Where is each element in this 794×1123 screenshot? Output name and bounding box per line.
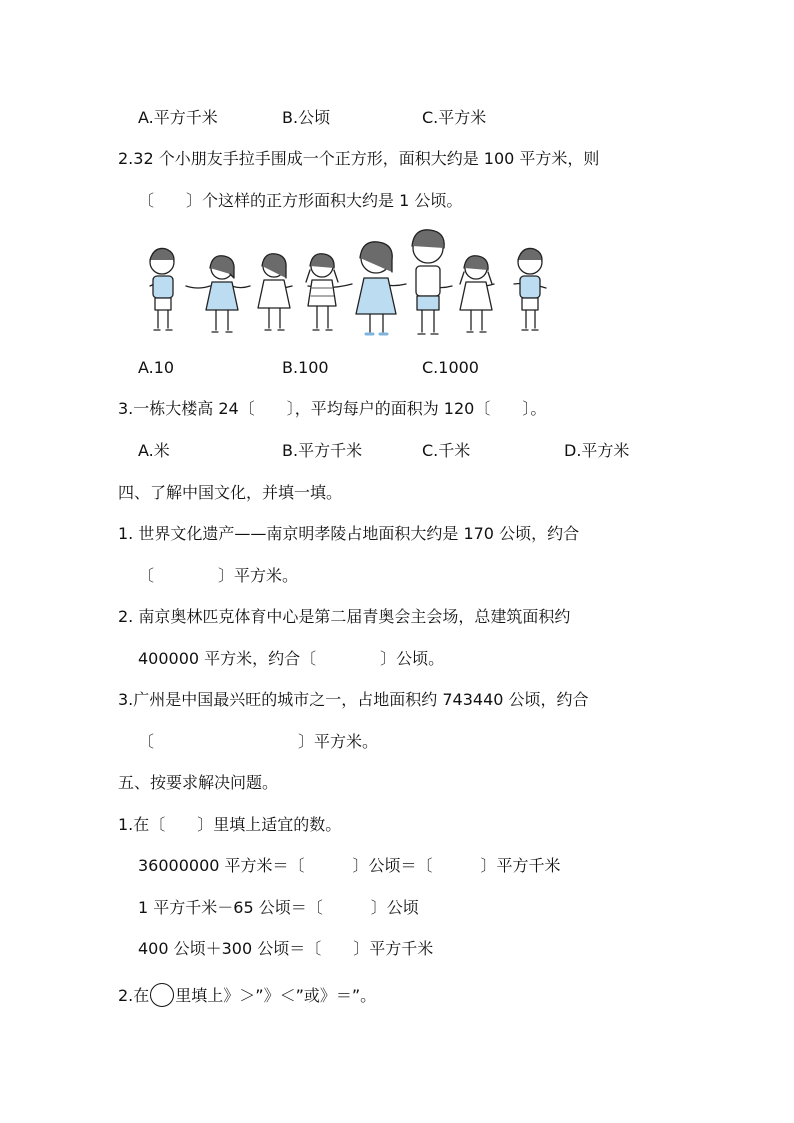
- q2-option-a: A.10: [138, 358, 175, 377]
- section5-q2: [118, 983, 376, 1007]
- q2-text-line2: 〔 〕个这样的正方形面积大约是 1 公顷。: [138, 191, 463, 210]
- section4-item1-line1: 1. 世界文化遗产——南京明孝陵占地面积大约是 170 公顷，约合: [118, 524, 580, 543]
- q1-option-a: A.平方千米: [138, 108, 218, 127]
- q1-option-c: C.平方米: [422, 108, 487, 127]
- child-6: [412, 230, 444, 334]
- q2-text-line1: 2.32 个小朋友手拉手围成一个正方形，面积大约是 100 平方米，则: [118, 149, 600, 168]
- section5-q2-prefix: 2.在: [118, 986, 150, 1005]
- section4-item3-line2: 〔 〕平方米。: [138, 732, 379, 751]
- section5-title: 五、按要求解决问题。: [118, 773, 279, 792]
- child-5: [356, 242, 396, 334]
- q3-option-b: B.平方千米: [282, 441, 363, 460]
- child-7: [460, 256, 492, 332]
- section5-equation-1: 36000000 平方米＝〔 〕公顷＝〔 〕平方千米: [138, 856, 561, 875]
- q1-option-b: B.公顷: [282, 108, 331, 127]
- q3-option-d: D.平方米: [564, 441, 630, 460]
- section5-q1: 1.在〔 〕里填上适宜的数。: [118, 815, 342, 834]
- answer-circle-icon: [150, 983, 174, 1007]
- q3-text: 3.一栋大楼高 24〔 〕，平均每户的面积为 120〔 〕。: [118, 399, 547, 418]
- child-2: [206, 256, 238, 332]
- children-holding-hands-illustration: [138, 224, 562, 342]
- section5-equation-3: 400 公顷＋300 公顷＝〔 〕平方千米: [138, 939, 434, 958]
- section4-item3-line1: 3.广州是中国最兴旺的城市之一，占地面积约 743440 公顷，约合: [118, 690, 589, 709]
- child-3: [258, 254, 290, 330]
- section4-item1-line2: 〔 〕平方米。: [138, 566, 299, 585]
- q3-option-c: C.千米: [422, 441, 471, 460]
- child-1: [150, 248, 174, 330]
- q3-option-a: A.米: [138, 441, 170, 460]
- section5-equation-2: 1 平方千米－65 公顷＝〔 〕公顷: [138, 898, 419, 917]
- section4-title: 四、了解中国文化，并填一填。: [118, 483, 343, 502]
- child-8: [518, 248, 542, 330]
- section5-q2-suffix: 里填上》＞”》＜”或》＝”。: [175, 986, 377, 1005]
- section4-item2-line2: 400000 平方米，约合〔 〕公顷。: [138, 649, 445, 668]
- section4-item2-line1: 2. 南京奥林匹克体育中心是第二届青奥会主会场，总建筑面积约: [118, 607, 571, 626]
- q2-option-c: C.1000: [422, 358, 479, 377]
- q2-option-b: B.100: [282, 358, 329, 377]
- child-4: [306, 254, 338, 330]
